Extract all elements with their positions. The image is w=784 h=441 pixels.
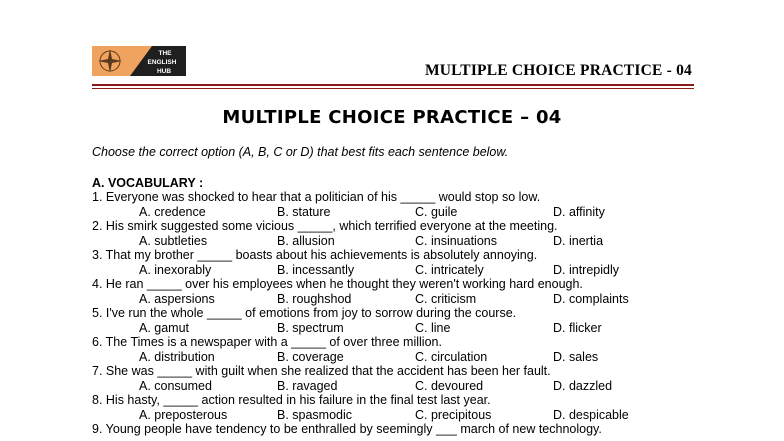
option-b: B. incessantly (277, 262, 355, 277)
logo-text-line2: ENGLISH (147, 59, 177, 66)
option-a: A. inexorably (139, 262, 212, 277)
question-options (92, 379, 712, 394)
question-stem: 5. I've run the whole _____ of emotions from joy to sorrow during the course. (92, 306, 517, 320)
question-options (92, 205, 712, 220)
question-stem: 7. She was _____ with guilt when she realized that the accident has been her fault. (92, 364, 551, 378)
option-b: B. stature (277, 204, 331, 219)
question-options (92, 263, 712, 278)
question-options (92, 321, 712, 336)
option-a: A. aspersions (139, 291, 215, 306)
header-title: MULTIPLE CHOICE PRACTICE - 04 (424, 62, 692, 79)
question-stem: 1. Everyone was shocked to hear that a politician of his _____ would stop so low. (92, 190, 541, 204)
option-c: C. devoured (415, 378, 484, 393)
option-b: B. coverage (277, 349, 344, 364)
instruction-text: Choose the correct option (A, B, C or D) that best fits each sentence below. (92, 145, 509, 159)
question-stem: 6. The Times is a newspaper with a _____ of over three million. (92, 335, 442, 349)
option-d: D. despicable (553, 407, 629, 422)
option-b: B. spasmodic (277, 407, 353, 422)
question-list (92, 190, 712, 437)
logo (92, 46, 186, 76)
option-d: D. sales (553, 349, 599, 364)
option-c: C. guile (415, 204, 458, 219)
question-stem: 2. His smirk suggested some vicious _____, which terrified everyone at the meeting. (92, 219, 558, 233)
option-d: D. flicker (553, 320, 602, 335)
option-d: D. intrepidly (553, 262, 619, 277)
option-b: B. spectrum (277, 320, 344, 335)
question-options (92, 350, 712, 365)
option-b: B. ravaged (277, 378, 338, 393)
question-options (92, 234, 712, 249)
document-title: MULTIPLE CHOICE PRACTICE – 04 (222, 107, 562, 128)
question-options (92, 292, 712, 307)
option-a: A. consumed (139, 378, 212, 393)
logo-text-line1: THE (158, 50, 172, 57)
option-c: C. insinuations (415, 233, 497, 248)
header-rule-thick (92, 84, 694, 86)
option-a: A. credence (139, 204, 206, 219)
option-c: C. intricately (415, 262, 484, 277)
question-options (92, 408, 712, 423)
option-c: C. line (415, 320, 451, 335)
option-c: C. circulation (415, 349, 488, 364)
question-stem: 3. That my brother _____ boasts about his achievements is absolutely annoying. (92, 248, 538, 262)
option-a: A. subtleties (139, 233, 208, 248)
question-stem: 4. He ran _____ over his employees when he thought they weren't working hard enough. (92, 277, 583, 291)
option-c: C. criticism (415, 291, 477, 306)
option-d: D. inertia (553, 233, 604, 248)
option-b: B. allusion (277, 233, 335, 248)
option-c: C. precipitous (415, 407, 492, 422)
option-d: D. dazzled (553, 378, 613, 393)
section-heading: A. VOCABULARY : (92, 176, 204, 190)
logo-text-line3: HUB (156, 68, 172, 75)
option-a: A. distribution (139, 349, 215, 364)
question-stem: 8. His hasty, _____ action resulted in his failure in the final test last year. (92, 393, 491, 407)
option-b: B. roughshod (277, 291, 352, 306)
option-d: D. complaints (553, 291, 629, 306)
option-a: A. preposterous (139, 407, 228, 422)
header-rule-thin (92, 88, 694, 89)
question-stem: 9. Young people have tendency to be enthralled by seemingly ___ march of new technology. (92, 422, 602, 436)
option-a: A. gamut (139, 320, 190, 335)
option-d: D. affinity (553, 204, 605, 219)
compass-logo-icon (92, 46, 186, 76)
